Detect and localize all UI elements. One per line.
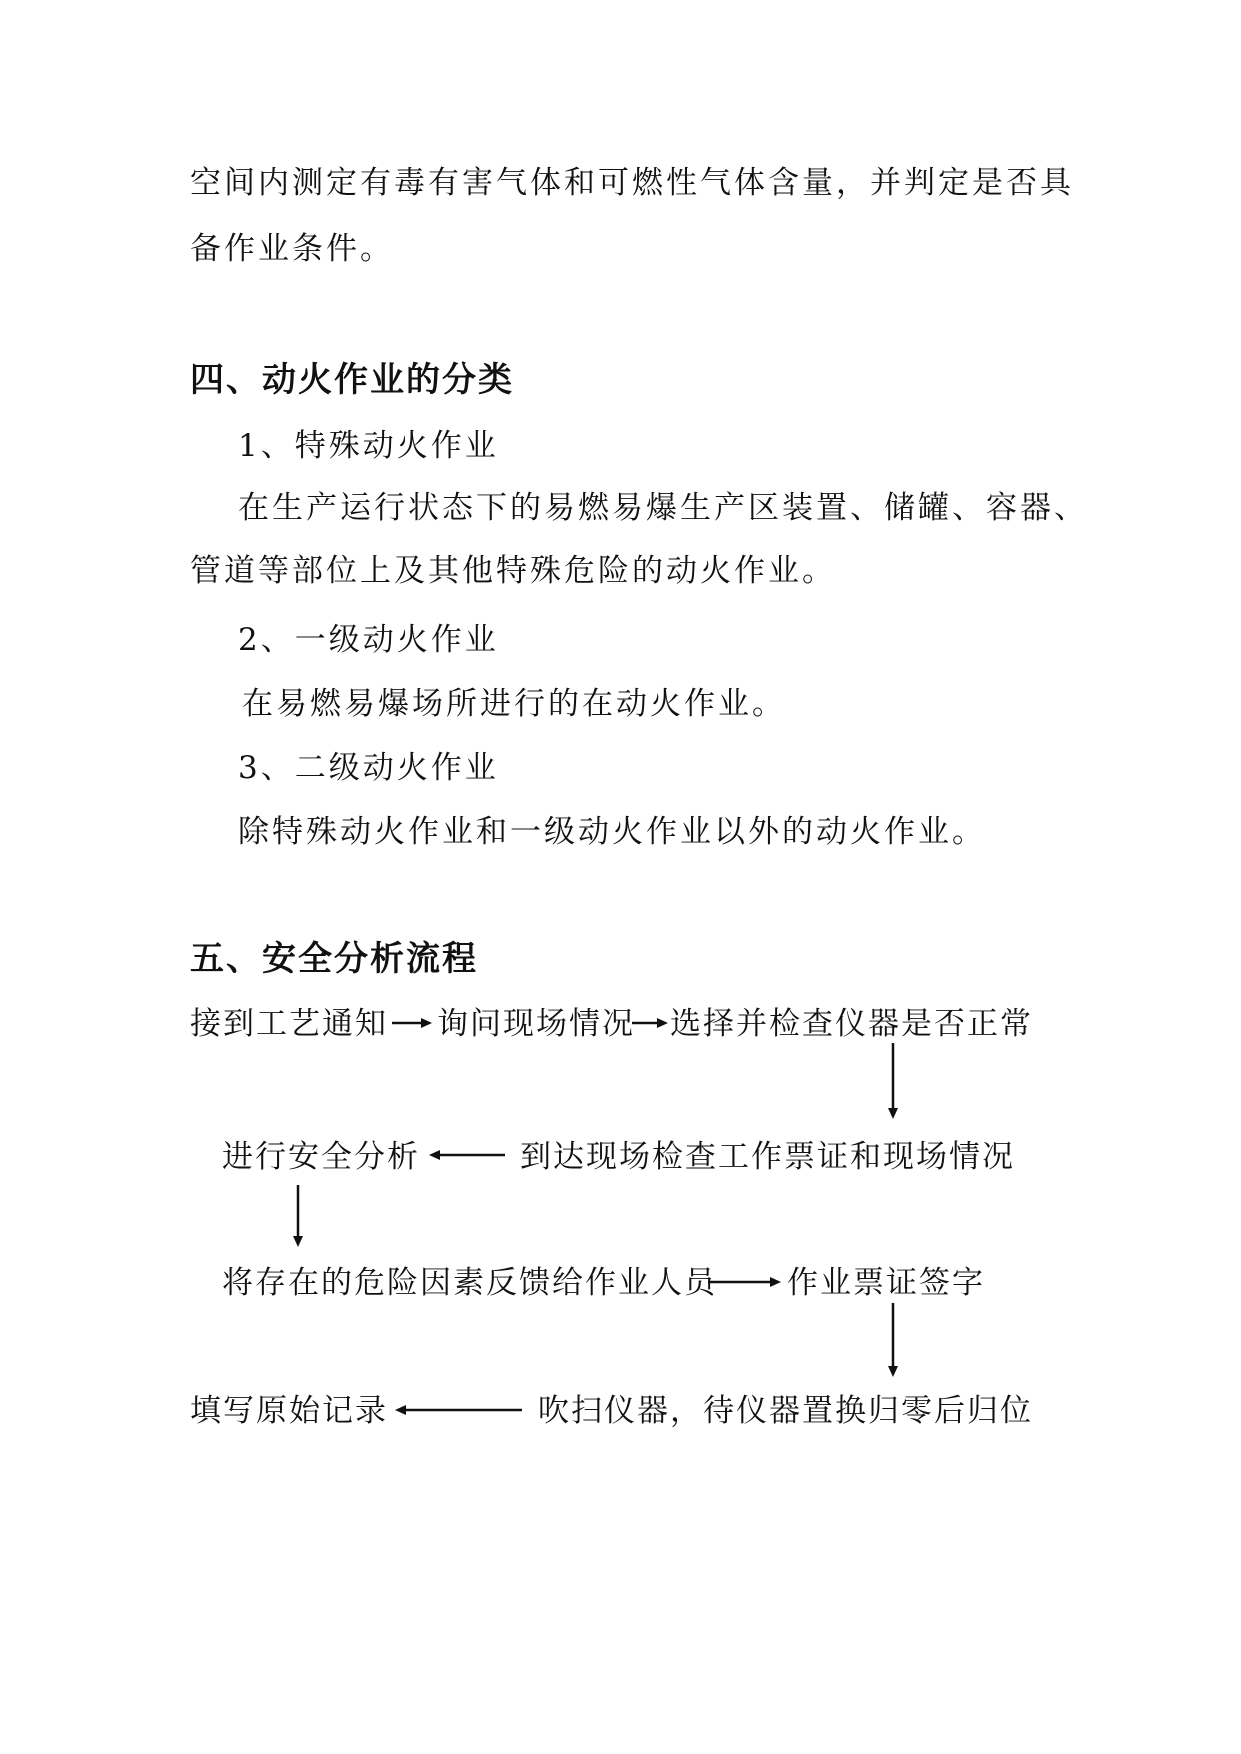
flow-step-sign-permit: 作业票证签字 <box>787 1265 985 1301</box>
arrow-left-icon <box>429 1150 505 1160</box>
flow-step-arrive-inspect: 到达现场检查工作票证和现场情况 <box>520 1139 1015 1175</box>
flow-step-check-instrument: 选择并检查仪器是否正常 <box>670 1006 1033 1042</box>
intro-line-2: 备作业条件。 <box>190 231 394 267</box>
arrow-down-icon <box>888 1303 898 1377</box>
item-1-desc-line-1: 在生产运行状态下的易燃易爆生产区装置、储罐、容器、 <box>238 490 1088 526</box>
item-3-desc: 除特殊动火作业和一级动火作业以外的动火作业。 <box>238 814 986 850</box>
section-4-heading: 四、动火作业的分类 <box>190 360 514 400</box>
flow-step-receive-notice: 接到工艺通知 <box>190 1006 388 1042</box>
item-3-title: 3、二级动火作业 <box>238 750 499 786</box>
flow-step-feedback-hazards: 将存在的危险因素反馈给作业人员 <box>222 1265 717 1301</box>
item-1-title: 1、特殊动火作业 <box>238 428 499 464</box>
arrow-down-icon <box>293 1185 303 1247</box>
flow-step-purge-instrument: 吹扫仪器，待仪器置换归零后归位 <box>538 1393 1033 1429</box>
flow-step-original-record: 填写原始记录 <box>190 1393 388 1429</box>
flow-step-inquire-site: 询问现场情况 <box>437 1006 635 1042</box>
item-2-title: 2、一级动火作业 <box>238 622 499 658</box>
item-1-desc-line-2: 管道等部位上及其他特殊危险的动火作业。 <box>190 553 836 589</box>
section-5-heading: 五、安全分析流程 <box>190 939 478 979</box>
arrow-right-icon <box>392 1018 432 1028</box>
arrow-left-icon <box>395 1405 522 1415</box>
arrow-right-icon <box>632 1018 668 1028</box>
arrow-right-icon <box>708 1277 781 1287</box>
arrow-down-icon <box>888 1043 898 1119</box>
intro-line-1: 空间内测定有毒有害气体和可燃性气体含量，并判定是否具 <box>190 165 1074 201</box>
item-2-desc: 在易燃易爆场所进行的在动火作业。 <box>242 686 786 722</box>
flow-step-safety-analysis: 进行安全分析 <box>222 1139 420 1175</box>
